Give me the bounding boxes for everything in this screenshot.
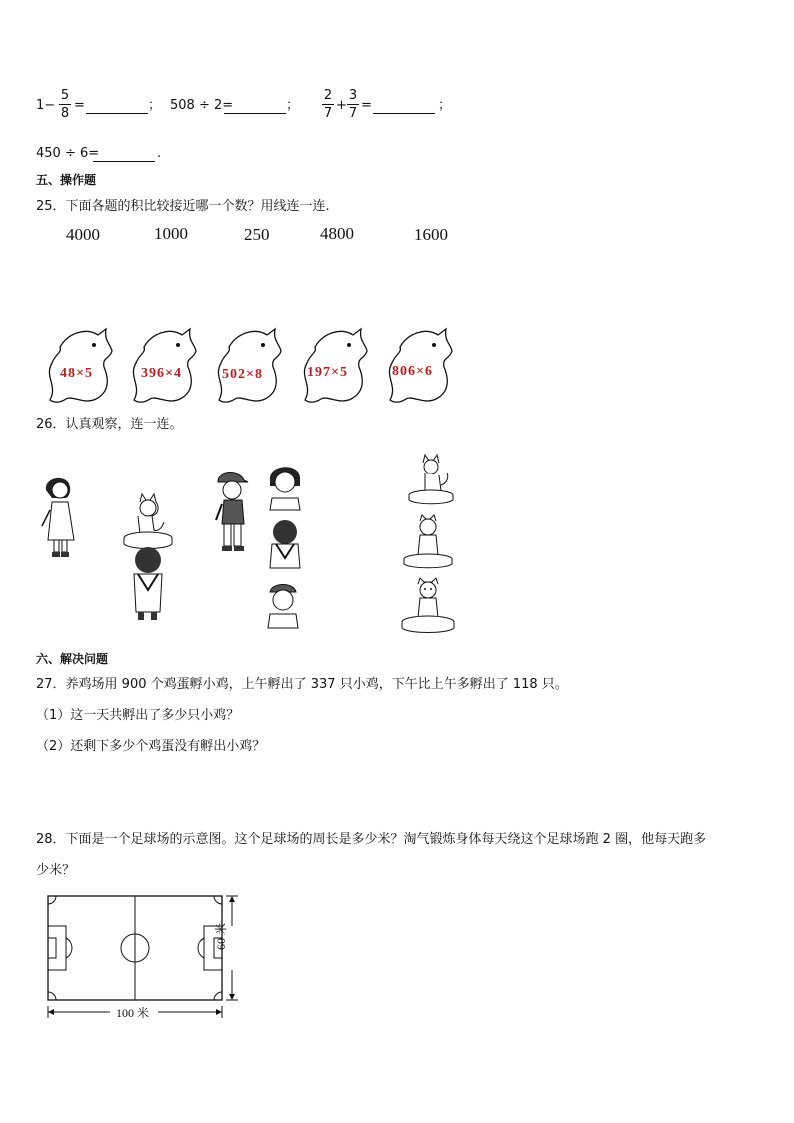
answer-blank-4[interactable]: [93, 147, 155, 162]
child-back-view-icon: [266, 518, 304, 570]
ghost-icon: [124, 325, 199, 405]
field-height-label: 60 米: [214, 922, 228, 950]
question-27-text: 27．养鸡场用 900 个鸡蛋孵小鸡，上午孵出了 337 只小鸡，下午比上午多孵出了 118 只。: [36, 677, 568, 692]
ghost-expression: 806×6: [392, 364, 433, 379]
ghost-icon: [40, 325, 115, 405]
fraction-bar: [322, 104, 334, 105]
answer-blank-1[interactable]: [86, 99, 148, 114]
target-number: 4800: [320, 224, 354, 243]
separator: ；: [438, 98, 452, 113]
expr4: 450 ÷ 6=: [36, 146, 100, 161]
question-27-sub-2: （2）还剩下多少个鸡蛋没有孵出小鸡？: [36, 739, 266, 754]
denominator: 8: [60, 106, 70, 121]
target-number: 1000: [154, 224, 188, 243]
target-number: 4000: [66, 225, 100, 244]
fraction-2-7: [322, 88, 334, 121]
period: .: [157, 146, 162, 161]
cat-side-view-icon: [405, 455, 457, 505]
fraction-5-8: [59, 88, 71, 121]
girl-front-face-icon: [266, 460, 304, 510]
fraction-3-7: [347, 88, 359, 121]
fraction-bar: [347, 104, 359, 105]
ghost-expression: 396×4: [141, 366, 182, 381]
separator: ；: [286, 98, 300, 113]
cat-front-view-icon: [398, 578, 458, 634]
expr2: 508 ÷ 2=: [170, 98, 234, 113]
equals-sign: =: [74, 98, 85, 113]
numerator: 2: [323, 88, 333, 103]
cat-back-view-icon: [400, 515, 456, 569]
equals-sign: =: [361, 98, 372, 113]
numerator: 5: [60, 88, 70, 103]
denominator: 7: [348, 106, 358, 121]
target-number: 1600: [414, 225, 448, 244]
section-title-6: 六、解决问题: [36, 652, 109, 666]
question-25-text: 25．下面各题的积比较接近哪一个数？用线连一连.: [36, 199, 330, 214]
question-28-line-1: 28．下面是一个足球场的示意图。这个足球场的周长是多少米？淘气锻炼身体每天绕这个足球场跑 2 圈，他每天跑多: [36, 832, 707, 847]
girl-side-view-icon: [38, 472, 78, 560]
answer-blank-2[interactable]: [224, 99, 286, 114]
field-width-label: 100 米: [116, 1006, 150, 1020]
expr1-prefix: 1−: [36, 98, 56, 113]
boy-side-view-icon: [210, 468, 252, 554]
target-number: 250: [244, 225, 270, 244]
cat-on-pedestal-with-child-icon: [120, 490, 176, 625]
question-27-sub-1: （1）这一天共孵出了多少只小鸡？: [36, 708, 240, 723]
fraction-bar: [59, 104, 71, 105]
numerator: 3: [348, 88, 358, 103]
section-title-5: 五、操作题: [36, 173, 97, 187]
plus-sign: +: [336, 98, 347, 113]
question-28-line-2: 少米？: [36, 863, 76, 878]
question-26-text: 26．认真观察，连一连。: [36, 417, 183, 432]
answer-blank-3[interactable]: [373, 99, 435, 114]
ghost-expression: 48×5: [60, 366, 93, 381]
separator: ；: [148, 98, 162, 113]
denominator: 7: [323, 106, 333, 121]
ghost-expression: 197×5: [307, 365, 348, 380]
ghost-expression: 502×8: [222, 367, 263, 382]
ghost-icon: [209, 325, 284, 405]
boy-front-face-icon: [266, 580, 300, 628]
